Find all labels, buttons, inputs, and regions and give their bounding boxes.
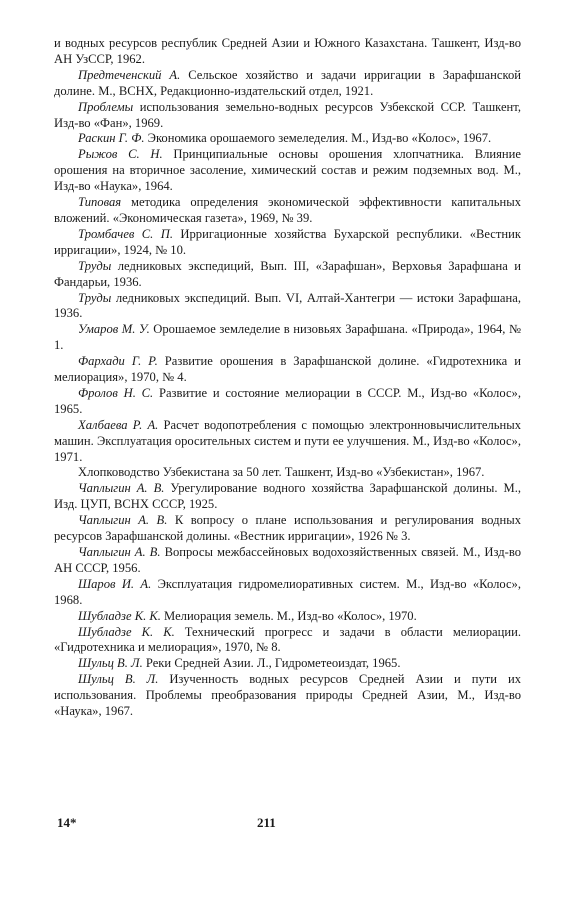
reference-author: Чаплыгин А. В. <box>78 481 165 496</box>
reference-author: Фролов Н. С. <box>78 385 154 400</box>
reference-author: Чаплыгин А. В. <box>78 513 168 528</box>
reference-author: Типовая <box>78 195 122 210</box>
reference-entry <box>54 147 521 195</box>
reference-text: Вопросы межбассейновых водохозяйственных связей. М., Изд-во АН СССР, 1956. <box>54 545 522 575</box>
reference-text: и водных ресурсов республик Средней Азии и Южного Казахстана. Ташкент, Изд-во АН УзССР, 1962. <box>54 36 521 66</box>
signature-mark: 14* <box>57 815 77 830</box>
reference-text: ледниковых экспедиций, Вып. III, «Зарафшан», Верховья Зарафшана и Фандарьи, 1936. <box>54 258 521 289</box>
reference-entry <box>54 465 521 481</box>
reference-text: Ирригационные хозяйства Бухарской республики. «Вестник ирригации», 1924, № 10. <box>54 226 521 257</box>
reference-entry <box>54 68 521 100</box>
reference-text: Орошаемое земледелие в низовьях Зарафшана. «Природа», 1964, № 1. <box>54 322 521 353</box>
reference-entry <box>54 100 521 132</box>
reference-list <box>54 36 521 720</box>
reference-text: Хлопководство Узбекистана за 50 лет. Ташкент, Изд-во «Узбекистан», 1967. <box>78 465 485 480</box>
reference-text: Расчет водопотребления с помощью электронновычислительных машин. Эксплуатация оросительных систем и пути ее улучшения. М., Изд-во «Колос», 1971. <box>54 417 521 464</box>
reference-entry <box>54 625 521 657</box>
reference-entry <box>54 545 521 577</box>
reference-entry <box>54 513 521 545</box>
reference-author: Шульц В. Л. <box>78 672 159 687</box>
reference-entry <box>54 259 521 291</box>
reference-text: использования земельно-водных ресурсов Узбекской ССР. Ташкент, Изд-во «Фан», 1969. <box>54 99 521 130</box>
reference-entry <box>54 195 521 227</box>
reference-text: Экономика орошаемого земеледелия. М., Изд-во «Колос», 1967. <box>144 131 492 146</box>
reference-author: Труды <box>78 258 112 273</box>
reference-text: ледниковых экспедиций. Вып. VI, Алтай-Хантегри — истоки Зарафшана, 1936. <box>54 290 521 321</box>
reference-entry <box>54 131 521 147</box>
reference-text: методика определения экономической эффективности капитальных вложений. «Экономическая газета», 1969, № 39. <box>54 195 521 225</box>
reference-author: Раскин Г. Ф. <box>78 131 145 146</box>
reference-entry <box>54 386 521 418</box>
reference-text: Мелиорация земель. М., Изд-во «Колос», 1970. <box>160 608 417 623</box>
reference-text: Изученность водных ресурсов Средней Азии и пути их использования. Проблемы преобразования природы Средней Азии, М., Изд-во «Наука», 1967. <box>54 672 521 719</box>
reference-text: Развитие орошения в Зарафшанской долине. «Гидротехника и мелиорация», 1970, № 4. <box>54 354 521 385</box>
reference-entry <box>54 577 521 609</box>
reference-author: Умаров М. У. <box>78 322 150 337</box>
reference-text: Сельское хозяйство и задачи ирригации в Зарафшанской долине. М., ВСНХ, Редакционно-издательский отдел, 1921. <box>54 67 521 98</box>
reference-author: Труды <box>78 290 112 305</box>
reference-author: Предтеченский А. <box>78 67 181 82</box>
page-footer <box>0 815 570 835</box>
page-number: 211 <box>257 815 276 830</box>
reference-entry <box>54 656 521 672</box>
reference-entry <box>54 672 521 720</box>
reference-entry <box>54 481 521 513</box>
reference-author: Чаплыгин А. В. <box>78 545 161 559</box>
reference-text: Эксплуатация гидромелиоративных систем. М., Изд-во «Колос», 1968. <box>54 576 521 607</box>
reference-author: Фархади Г. Р. <box>78 354 158 369</box>
reference-author: Шубладзе К. К. <box>78 624 175 639</box>
reference-text: Развитие и состояние мелиорации в СССР. М., Изд-во «Колос», 1965. <box>54 385 521 416</box>
reference-entry <box>54 291 521 323</box>
reference-entry <box>54 418 521 466</box>
reference-entry <box>54 354 521 386</box>
reference-text: К вопросу о плане использования и регулирования водных ресурсов Зарафшанской долины. «Вестник ирригации», 1926 № 3. <box>54 513 521 544</box>
reference-entry <box>54 322 521 354</box>
reference-author: Проблемы <box>78 99 134 114</box>
reference-author: Рыжов С. Н. <box>78 147 163 162</box>
reference-author: Халбаева Р. А. <box>78 417 159 432</box>
reference-author: Шульц В. Л. <box>78 656 143 671</box>
reference-author: Тромбачев С. П. <box>78 226 173 241</box>
reference-author: Шаров И. А. <box>78 576 152 591</box>
reference-author: Шубладзе К. К. <box>78 608 161 623</box>
reference-text: Реки Средней Азии. Л., Гидрометеоиздат, 1965. <box>142 656 401 671</box>
reference-text: Принципиальные основы орошения хлопчатника. Влияние орошения на вторичное засоление, химический состав и режим подземных вод. М., Изд-во «Наука», 1964. <box>54 147 521 194</box>
reference-text: Урегулирование водного хозяйства Зарафшанской долины. М., Изд. ЦУП, ВСНХ СССР, 1925. <box>54 481 521 512</box>
reference-entry <box>54 609 521 625</box>
reference-entry <box>54 36 521 68</box>
reference-text: Технический прогресс и задачи в области мелиорации. «Гидротехника и мелиорация», 1970, № 8. <box>54 624 521 655</box>
reference-entry <box>54 227 521 259</box>
reference-list-page <box>54 36 521 736</box>
